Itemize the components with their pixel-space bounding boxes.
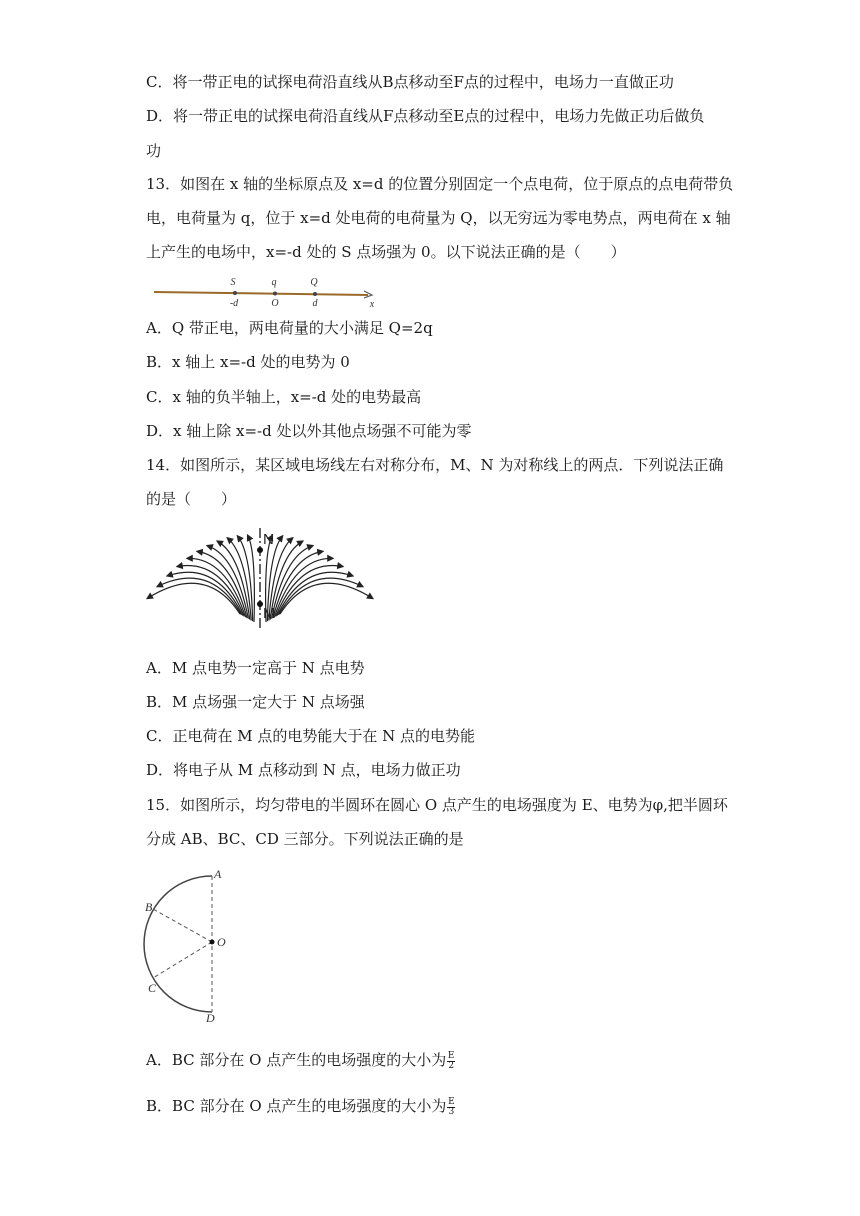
point-o bbox=[273, 292, 277, 296]
q12-option-d: D．将一带正电的试探电荷沿直线从F点移动至E点的过程中，电场力先做正功后做负 bbox=[146, 107, 705, 125]
label-o: O bbox=[271, 298, 279, 308]
field-line bbox=[248, 536, 254, 622]
q12-option-c: C．将一带正电的试探电荷沿直线从B点移动至F点的过程中，电场力一直做正功 bbox=[146, 73, 674, 91]
q14-option-d: D．将电子从 M 点移动到 N 点，电场力做正功 bbox=[146, 761, 461, 779]
q15-stem-1: 15．如图所示，均匀带电的半圆环在圆心 O 点产生的电场强度为 E、电势为φ,把半圆环 bbox=[146, 796, 728, 814]
label-minus-d: -d bbox=[229, 298, 239, 308]
label-d: D bbox=[206, 1011, 215, 1025]
radius-oc bbox=[153, 942, 212, 978]
label-n: N bbox=[263, 531, 274, 548]
q14-option-c: C．正电荷在 M 点的电势能大于在 N 点的电势能 bbox=[146, 727, 476, 745]
q13-axis-figure bbox=[150, 274, 380, 308]
label-a: A bbox=[214, 867, 222, 881]
q13-option-d: D．x 轴上除 x=-d 处以外其他点场强不可能为零 bbox=[146, 422, 472, 440]
q15-semicircle-figure bbox=[140, 866, 240, 1026]
q13-option-a: A．Q 带正电，两电荷量的大小满足 Q=2q bbox=[146, 319, 433, 337]
x-axis-line bbox=[154, 292, 368, 295]
q13-option-c: C．x 轴的负半轴上，x=-d 处的电势最高 bbox=[146, 388, 422, 406]
label-m: M bbox=[263, 605, 276, 622]
q15-option-a bbox=[146, 1050, 455, 1071]
fraction-e-over-2: $\frac{E}{2}$ bbox=[447, 1050, 455, 1071]
label-s: S bbox=[230, 277, 236, 288]
field-line bbox=[280, 583, 372, 614]
fraction-e-over-3: $\frac{E}{3}$ bbox=[448, 1096, 455, 1117]
q15-option-a-text: A．BC 部分在 O 点产生的电场强度的大小为 bbox=[146, 1051, 447, 1069]
q14-option-a: A．M 点电势一定高于 N 点电势 bbox=[146, 659, 365, 677]
q14-option-b: B．M 点场强一定大于 N 点场强 bbox=[146, 693, 365, 711]
q14-field-lines-figure bbox=[140, 522, 390, 632]
label-d: d bbox=[312, 298, 318, 308]
q14-stem-2: 的是（ ） bbox=[146, 490, 237, 508]
radius-ob bbox=[153, 909, 212, 942]
point-s bbox=[233, 291, 237, 295]
q13-stem-2: 电，电荷量为 q，位于 x=d 处电荷的电荷量为 Q，以无穷远为零电势点，两电荷在 x 轴 bbox=[146, 209, 731, 227]
q12-option-d-cont: 功 bbox=[146, 142, 162, 160]
label-q: q bbox=[271, 277, 277, 288]
label-o: O bbox=[217, 935, 226, 949]
q13-stem-3: 上产生的电场中，x=-d 处的 S 点场强为 0。以下说法正确的是（ ） bbox=[146, 243, 626, 261]
label-big-q: Q bbox=[310, 277, 318, 288]
q13-option-b: B．x 轴上 x=-d 处的电势为 0 bbox=[146, 353, 350, 371]
label-b: B bbox=[145, 900, 153, 914]
point-q bbox=[313, 292, 317, 296]
q15-option-b-text: B．BC 部分在 O 点产生的电场强度的大小为 bbox=[146, 1097, 447, 1115]
q13-stem-1: 13．如图在 x 轴的坐标原点及 x=d 的位置分别固定一个点电荷，位于原点的点电荷带负 bbox=[146, 175, 734, 193]
point-o bbox=[210, 940, 215, 945]
q15-stem-2: 分成 AB、BC、CD 三部分。下列说法正确的是 bbox=[146, 830, 464, 848]
field-line bbox=[148, 583, 240, 614]
q14-stem-1: 14．如图所示，某区域电场线左右对称分布，M、N 为对称线上的两点．下列说法正确 bbox=[146, 456, 724, 474]
q15-option-b bbox=[146, 1096, 455, 1117]
label-x: x bbox=[369, 299, 375, 308]
label-c: C bbox=[148, 981, 157, 995]
